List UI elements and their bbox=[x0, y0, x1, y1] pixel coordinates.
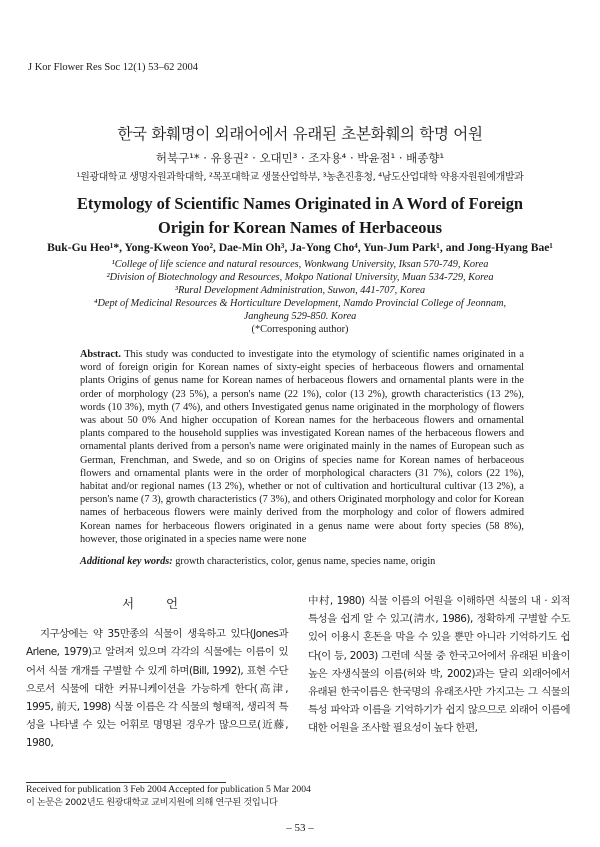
korean-title: 한국 화훼명이 외래어에서 유래된 초본화훼의 학명 어원 bbox=[117, 125, 483, 143]
affiliation-3: ³Rural Development Administration, Suwon, 441-707, Korea bbox=[174, 285, 426, 296]
affiliation-2: ²Division of Biotechnology and Resources, Mokpo National University, Muan 534-729, Korea bbox=[106, 272, 494, 283]
section-title: 서 언 bbox=[121, 596, 193, 611]
english-title-line-1: Etymology of Scientific Names Originated in A Word of Foreign bbox=[76, 194, 524, 213]
corresponding-note: (*Corresponing author) bbox=[251, 324, 349, 335]
english-title bbox=[0, 192, 600, 240]
affiliation-4-cont: Jangheung 529-850. Korea bbox=[243, 311, 357, 322]
affiliation-1: ¹College of life science and natural resources, Wonkwang University, Iksan 570-749, Korea bbox=[111, 259, 489, 270]
keywords-label: Additional key words: bbox=[80, 556, 173, 567]
abstract-label: Abstract. bbox=[80, 349, 121, 360]
affiliation-4: ⁴Dept of Medicinal Resources & Horticulture Development, Namdo Provincial College of Jeonnam, bbox=[93, 298, 507, 309]
left-column bbox=[26, 595, 288, 753]
abstract bbox=[80, 348, 524, 546]
journal-citation: J Kor Flower Res Soc 12(1) 53–62 2004 bbox=[28, 62, 199, 73]
english-authors: Buk-Gu Heo¹*, Yong-Kweon Yoo², Dae-Min Oh³, Ja-Yong Cho⁴, Yun-Jum Park¹, and Jong-Hyang Bae¹ bbox=[47, 241, 553, 254]
footnote-received: Received for publication 3 Feb 2004 Accepted for publication 5 Mar 2004 bbox=[26, 784, 311, 795]
english-affiliations bbox=[0, 258, 600, 336]
footnote-divider bbox=[26, 782, 226, 783]
keywords-text: growth characteristics, color, genus name, species name, origin bbox=[172, 556, 436, 567]
right-column-text: 中村, 1980) 식물 이름의 어원을 이해하면 식물의 내 · 외적 특성을 쉽게 알 수 있고(淸水, 1986), 정확하게 구별할 수도 있어 이용시 혼돈을 막을 수 있을 뿐만 아니라 기억하기도 쉽다(이 등, 2003) 그런데 식물 중 한국고어에서 유래된 비율이 높은 자생식물의 이름(허와 박, 2002)과는 달리 외래어에서 유래된 한국이름은 한국명의 유래조사만 가지고는 그 식물의 특성 파악과 이름을 기억하기가 쉽지 않으므로 외래어 이름에 대한 어원을 조사할 필요성이 높다 한편, bbox=[308, 595, 570, 735]
footnote-funding: 이 논문은 2002년도 원광대학교 교비지원에 의해 연구된 것입니다 bbox=[26, 796, 278, 808]
english-title-line-2: Origin for Korean Names of Herbaceous bbox=[158, 218, 442, 237]
right-column bbox=[308, 592, 570, 738]
page-number: – 53 – bbox=[286, 822, 314, 834]
korean-affiliations: ¹원광대학교 생명자원과학대학, ²목포대학교 생물산업학부, ³농촌진흥청, ⁴남도산업대학 약용자원원예개발과 bbox=[76, 172, 524, 183]
left-column-text: 지구상에는 약 35만종의 식물이 생육하고 있다(Jones과 Arlene, 1979)고 알려져 있으며 각각의 식물에는 이름이 있어서 식물 개개를 구별할 수 있게 하며(Bill, 1992), 표현 수단으로서 식물에 대한 커뮤니케이션을 가능하게 한다(高津, 1995, 前天, 1998) 식물 이름은 각 식물의 형태적, 생리적 특성을 나타낼 수 있는 어휘로 명명된 경우가 많으므로(近藤, 1980, bbox=[26, 628, 288, 750]
korean-authors: 허북구¹* · 유용권² · 오대민³ · 조자용⁴ · 박윤점¹ · 배종향¹ bbox=[155, 151, 445, 165]
abstract-text: This study was conducted to investigate into the etymology of scientific names originated in a word of foreign origin for Korean names of sixty-eight species of herbaceous flowers and ornamental plants Origins of genus name for Korean names of herbaceous flowers and ornamental plants were in the order of morphology (23 5%), a person's name (22 1%), color (13 2%), growth characteristics (13 2%), words (10 3%), myth (7 4%), and others Investigated genus name originated in the morphology of flowers was about 50 0% And higher occupation of Korean names for the herbaceous flowers and ornamental plants compared to the household supplies was investigated Korean names of the herbaceous flowers and ornamental plants derived from a person's name were originated mainly in the names of European such as German, Frenchman, and Swede, and so on Origins of species name for Korean names of herbaceous flowers and ornamental plants were in the order of morphological characters (31 7%), colors (22 1%), habitat and/or regional names (13 2%), whether or not of cultivation and horticultural cultivar (13 2%), a person's name (7 3), growth characteristics (7 3%), and others Originated morphology and color for Korean names of herbaceous flowers were mainly derived from the morphology and color of flowers admired Korean names for herbaceous flowers originated in a genus name were about forty species (58 8%), however, those originated in a species name were none bbox=[80, 349, 524, 545]
footnotes bbox=[26, 784, 311, 809]
keywords bbox=[80, 556, 524, 567]
